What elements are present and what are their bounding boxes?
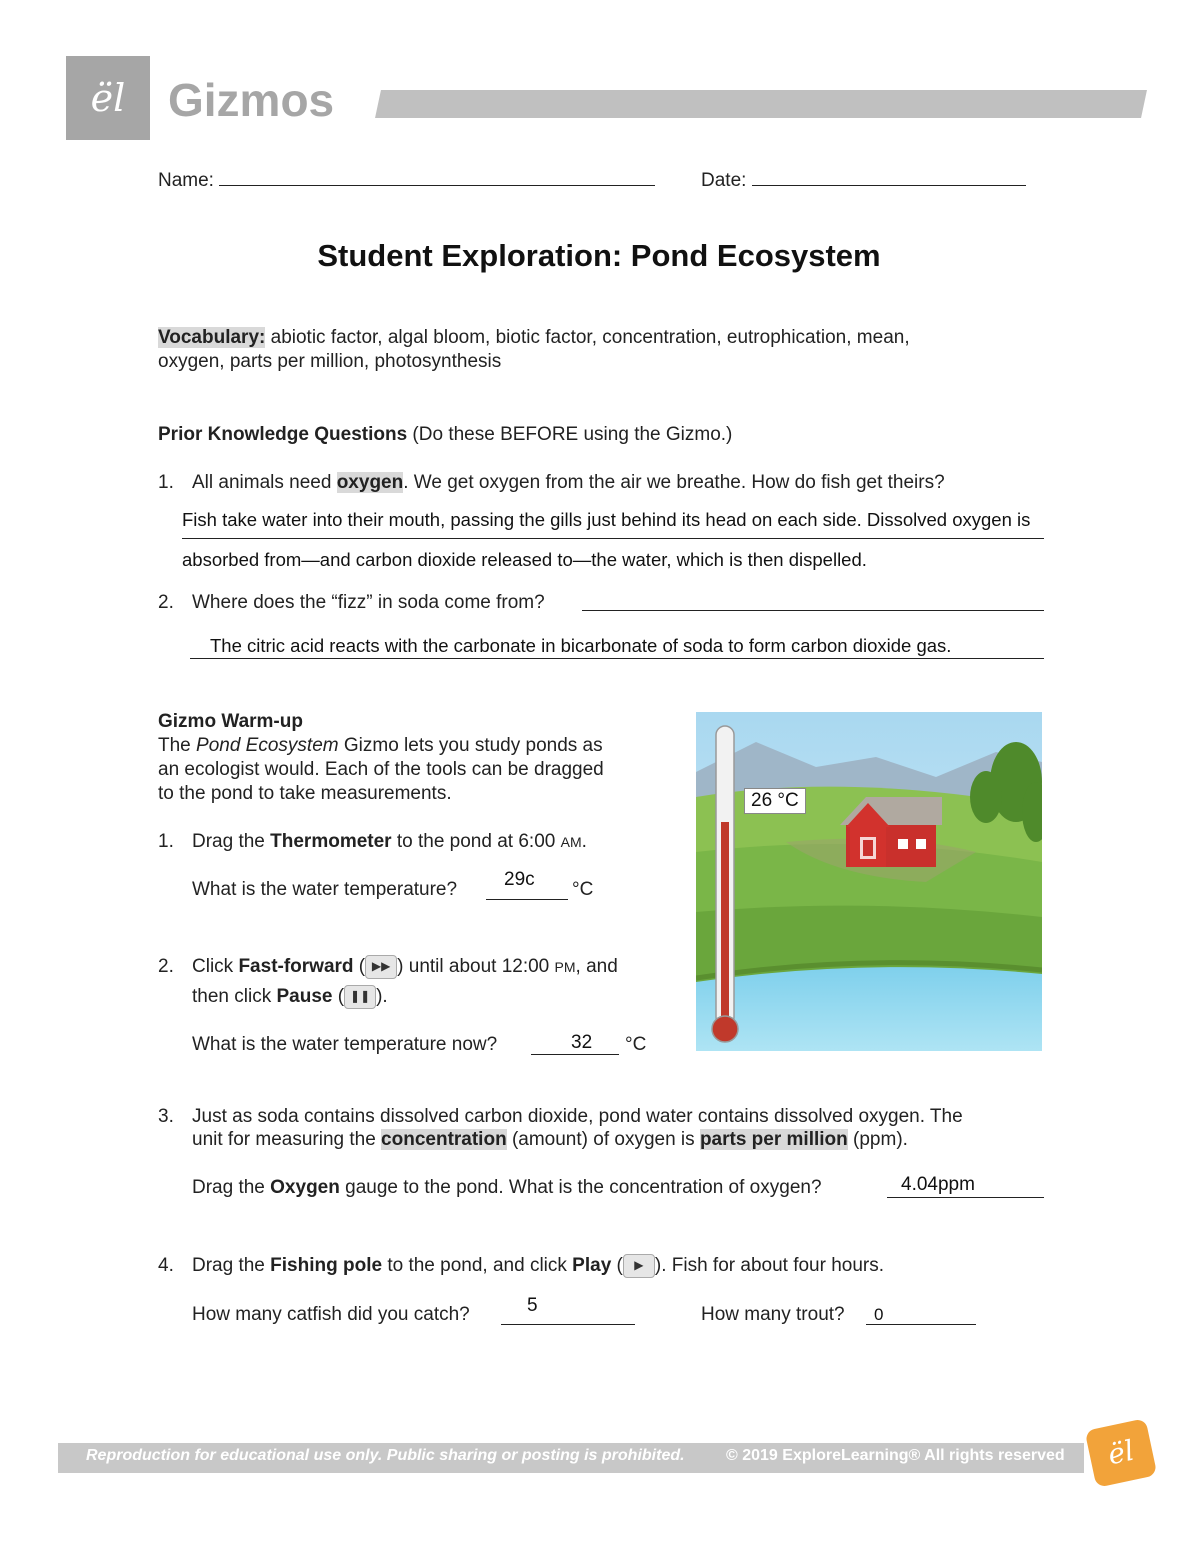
prior-heading-title: Prior Knowledge Questions — [158, 424, 408, 445]
wq1-bold: Thermometer — [270, 831, 392, 852]
warmup-q4-ask1: How many catfish did you catch? — [192, 1304, 470, 1325]
wq3-bold1: concentration — [381, 1129, 507, 1150]
name-field — [158, 167, 655, 193]
warmup-q4-text — [192, 1254, 884, 1278]
date-label: Date: — [701, 170, 747, 191]
prior-q1-answer-line-1 — [182, 538, 1044, 539]
wq3-l2-pre: unit for measuring the — [192, 1129, 382, 1150]
wq1-pre: Drag the — [192, 831, 271, 852]
warmup-q4-line1 — [501, 1324, 635, 1325]
date-line — [752, 167, 1026, 186]
wq1-end: . — [581, 831, 587, 852]
wq2-bold1: Fast-forward — [238, 956, 354, 978]
footer-left-text: Reproduction for educational use only. Public sharing or posting is prohibited. — [86, 1447, 685, 1464]
warmup-q3-line2 — [192, 1128, 908, 1152]
prior-q2-line-1 — [582, 610, 1044, 611]
wq2-l2-pre: then click — [192, 986, 277, 1008]
wq3-l2-end: (ppm). — [847, 1129, 908, 1150]
warmup-intro-1 — [158, 734, 603, 758]
wq2-mid3: , and — [575, 956, 618, 978]
logo-glyph: ël — [90, 76, 126, 120]
warmup-intro-2: an ecologist would. Each of the tools can be dragged — [158, 759, 604, 780]
warmup-q2-line2 — [192, 985, 388, 1009]
logo-badge — [66, 56, 150, 140]
wq4-bold1: Fishing pole — [270, 1255, 383, 1277]
warmup-q4-ask2: How many trout? — [701, 1304, 845, 1325]
warmup-q2-answer: 32 — [571, 1032, 593, 1053]
warmup-heading: Gizmo Warm-up — [158, 711, 303, 732]
wq4-mid2: ( — [611, 1255, 623, 1277]
page-title: Student Exploration: Pond Ecosystem — [317, 238, 881, 273]
warmup-q1-text — [192, 830, 587, 854]
prior-q2-text: Where does the “fizz” in soda come from? — [192, 592, 545, 613]
prior-q1-post: . We get oxygen from the air we breathe. How do fish get theirs? — [403, 472, 945, 493]
wq4-pre: Drag the — [192, 1255, 271, 1277]
wq2-pm: PM — [554, 959, 576, 976]
warmup-intro-pre: The — [158, 735, 197, 756]
date-field — [701, 167, 1026, 193]
prior-q1-text — [192, 471, 945, 495]
warmup-q3-ask — [192, 1176, 822, 1200]
wq3-ask-pre: Drag the — [192, 1177, 271, 1198]
vocabulary-line2: oxygen, parts per million, photosynthesis — [158, 351, 502, 372]
warmup-q3-answer: 4.04ppm — [901, 1174, 975, 1195]
brand-title: Gizmos — [168, 74, 335, 126]
prior-q1-number: 1. — [158, 472, 174, 493]
pond-illustration — [696, 712, 1042, 1051]
warmup-q2-line — [531, 1054, 619, 1055]
temperature-readout — [744, 788, 806, 814]
wq3-ask-bold: Oxygen — [270, 1177, 340, 1198]
wq4-bold2: Play — [572, 1255, 612, 1277]
pause-icon: ❚❚ — [344, 985, 376, 1009]
vocabulary-line1 — [158, 326, 910, 350]
wq1-am: AM — [560, 834, 582, 850]
footer-right-text: © 2019 ExploreLearning® All rights reserved — [726, 1447, 1065, 1464]
warmup-q2-unit: °C — [625, 1034, 647, 1055]
warmup-q1-number: 1. — [158, 831, 174, 852]
wq3-bold2: parts per million — [699, 1129, 848, 1150]
wq3-l2-mid: (amount) of oxygen is — [506, 1129, 700, 1150]
wq4-end: ). Fish for about four hours. — [654, 1255, 885, 1277]
wq1-post: to the pond at 6:00 — [391, 831, 561, 852]
wq2-pre: Click — [192, 956, 239, 978]
pond-water — [696, 967, 1042, 1051]
prior-q1-bold: oxygen — [336, 472, 404, 493]
warmup-q4-number: 4. — [158, 1255, 174, 1276]
explorelearning-logo — [1085, 1418, 1158, 1488]
warmup-q4-answer2: 0 — [874, 1305, 884, 1324]
warmup-q3-line — [887, 1197, 1044, 1198]
warmup-q2-ask: What is the water temperature now? — [192, 1034, 498, 1055]
warmup-intro-italic: Pond Ecosystem — [196, 735, 339, 756]
fast-forward-icon: ▶▶ — [365, 955, 397, 979]
warmup-q1-line — [486, 899, 568, 900]
warmup-q4-answer1: 5 — [527, 1295, 538, 1316]
wq3-ask-post: gauge to the pond. What is the concentration of oxygen? — [339, 1177, 822, 1198]
warmup-intro-post: Gizmo lets you study ponds as — [338, 735, 603, 756]
thermometer-icon — [712, 726, 738, 1042]
prior-q1-answer-2: absorbed from—and carbon dioxide released to—the water, which is then dispelled. — [182, 549, 867, 570]
prior-q1-answer-1: Fish take water into their mouth, passing the gills just behind its head on each side. Dissolved oxygen is — [182, 509, 1031, 530]
pond-scene-svg — [696, 712, 1042, 1051]
prior-q2-answer-line — [190, 658, 1044, 659]
vocabulary-label: Vocabulary: — [158, 327, 266, 348]
warmup-q3-line1: Just as soda contains dissolved carbon dioxide, pond water contains dissolved oxygen. The — [192, 1106, 963, 1127]
prior-heading-note: (Do these BEFORE using the Gizmo.) — [407, 424, 733, 445]
wq2-mid1: ( — [353, 956, 366, 978]
name-label: Name: — [158, 170, 214, 191]
vocabulary-terms-1: abiotic factor, algal bloom, biotic factor, concentration, eutrophication, mean, — [265, 327, 910, 348]
prior-q1-pre: All animals need — [192, 472, 337, 493]
name-line — [219, 167, 655, 186]
wq2-mid2: ) until about 12:00 — [397, 956, 555, 978]
warmup-q3-number: 3. — [158, 1106, 174, 1127]
wq4-mid: to the pond, and click — [382, 1255, 573, 1277]
footer-logo-glyph: ël — [1104, 1433, 1137, 1472]
warmup-q1-answer: 29c — [504, 869, 535, 890]
prior-q2-answer: The citric acid reacts with the carbonate in bicarbonate of soda to form carbon dioxide gas. — [210, 635, 952, 656]
prior-heading — [158, 423, 732, 447]
warmup-q1-unit: °C — [572, 879, 594, 900]
warmup-q2-line1 — [192, 955, 618, 979]
wq2-l2-end: ). — [376, 986, 388, 1008]
warmup-q2-number: 2. — [158, 956, 174, 977]
warmup-intro-3: to the pond to take measurements. — [158, 783, 452, 804]
warmup-q1-ask: What is the water temperature? — [192, 879, 458, 900]
temperature-readout-text: 26 °C — [751, 790, 799, 811]
wq2-bold2: Pause — [276, 986, 333, 1008]
wq2-l2-mid: ( — [332, 986, 345, 1008]
header-bar — [375, 90, 1147, 118]
play-icon: ▶ — [623, 1254, 655, 1278]
prior-q2-number: 2. — [158, 592, 174, 613]
